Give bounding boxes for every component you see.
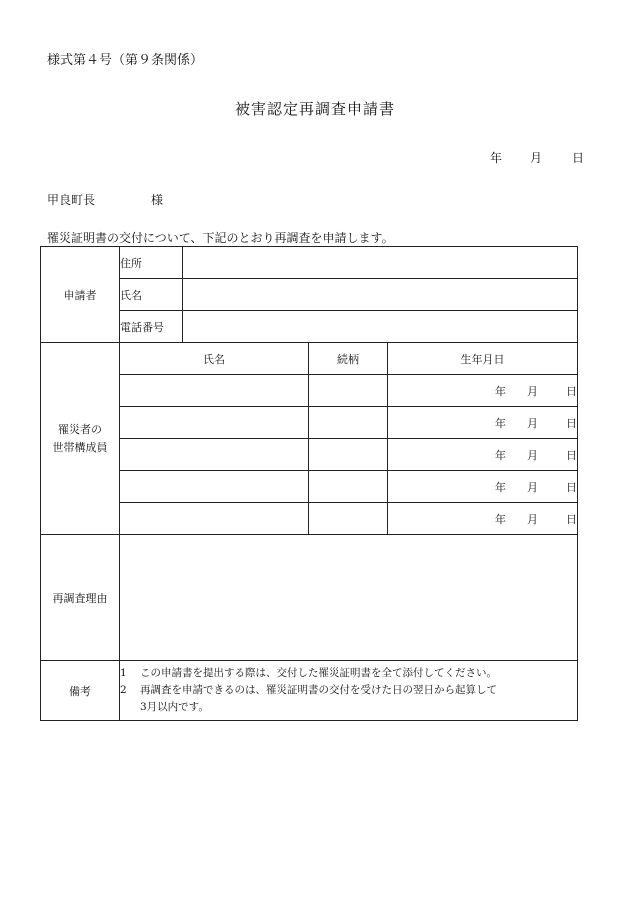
- member-name-field[interactable]: [120, 471, 309, 503]
- dob-day-label: 日: [566, 480, 578, 494]
- remarks-label: 備考: [41, 661, 120, 721]
- dob-header: 生年月日: [388, 343, 578, 375]
- member-row: [41, 407, 578, 439]
- household-section-label: [41, 343, 120, 535]
- dob-day-label: 日: [566, 448, 578, 462]
- form-number: 様式第４号（第９条関係）: [47, 53, 204, 68]
- application-form-table: [40, 246, 578, 721]
- member-row: [41, 503, 578, 535]
- member-name-field[interactable]: [120, 503, 309, 535]
- relation-header: 続柄: [309, 343, 388, 375]
- dob-month-label: 月: [527, 480, 539, 494]
- dob-day-label: 日: [566, 416, 578, 430]
- application-date: [490, 149, 584, 166]
- member-row: [41, 375, 578, 407]
- member-row: [41, 439, 578, 471]
- page-title: 被害認定再調査申請書: [234, 100, 395, 118]
- dob-day-label: 日: [566, 512, 578, 526]
- member-relation-field[interactable]: [309, 471, 388, 503]
- remarks-notes: [120, 661, 578, 721]
- member-dob-field[interactable]: [388, 439, 578, 471]
- remark-text: この申請書を提出する際は、交付した罹災証明書を全て添付してください。: [140, 667, 497, 679]
- dob-year-label: 年: [495, 512, 507, 526]
- member-relation-field[interactable]: [309, 375, 388, 407]
- dob-year-label: 年: [495, 416, 507, 430]
- address-label: 住所: [120, 247, 183, 279]
- member-relation-field[interactable]: [309, 503, 388, 535]
- phone-label: 電話番号: [120, 311, 183, 343]
- dob-year-label: 年: [495, 480, 507, 494]
- applicant-name-label: 氏名: [120, 279, 183, 311]
- remark-continuation: 3月以内です。: [140, 701, 209, 713]
- remark-number: 1: [120, 667, 127, 679]
- date-day-label: 日: [572, 151, 585, 165]
- intro-text: 罹災証明書の交付について、下記のとおり再調査を申請します。: [47, 231, 394, 245]
- date-year-label: 年: [490, 151, 503, 165]
- dob-year-label: 年: [495, 384, 507, 398]
- member-name-header: 氏名: [120, 343, 309, 375]
- member-dob-field[interactable]: [388, 375, 578, 407]
- remark-number: 2: [120, 684, 127, 696]
- applicant-name-field[interactable]: [183, 279, 578, 311]
- dob-month-label: 月: [527, 448, 539, 462]
- member-dob-field[interactable]: [388, 407, 578, 439]
- addressee-name: 甲良町長: [47, 193, 96, 207]
- member-name-field[interactable]: [120, 439, 309, 471]
- remark-text: 再調査を申請できるのは、罹災証明書の交付を受けた日の翌日から起算して: [140, 684, 497, 696]
- reason-field[interactable]: [120, 535, 578, 661]
- dob-day-label: 日: [566, 384, 578, 398]
- remark-item: [120, 682, 577, 699]
- member-dob-field[interactable]: [388, 471, 578, 503]
- member-relation-field[interactable]: [309, 407, 388, 439]
- dob-month-label: 月: [527, 416, 539, 430]
- applicant-section-label: 申請者: [41, 247, 120, 343]
- address-field[interactable]: [183, 247, 578, 279]
- member-dob-field[interactable]: [388, 503, 578, 535]
- household-label-line1: 罹災者の: [58, 422, 102, 436]
- remark-item: [120, 665, 577, 682]
- member-relation-field[interactable]: [309, 439, 388, 471]
- date-month-label: 月: [530, 151, 543, 165]
- household-label-line2: 世帯構成員: [52, 440, 108, 454]
- member-name-field[interactable]: [120, 407, 309, 439]
- dob-year-label: 年: [495, 448, 507, 462]
- member-name-field[interactable]: [120, 375, 309, 407]
- reason-label: 再調査理由: [41, 535, 120, 661]
- phone-field[interactable]: [183, 311, 578, 343]
- dob-month-label: 月: [527, 384, 539, 398]
- addressee: [47, 191, 163, 208]
- member-row: [41, 471, 578, 503]
- dob-month-label: 月: [527, 512, 539, 526]
- addressee-honorific: 様: [151, 193, 164, 207]
